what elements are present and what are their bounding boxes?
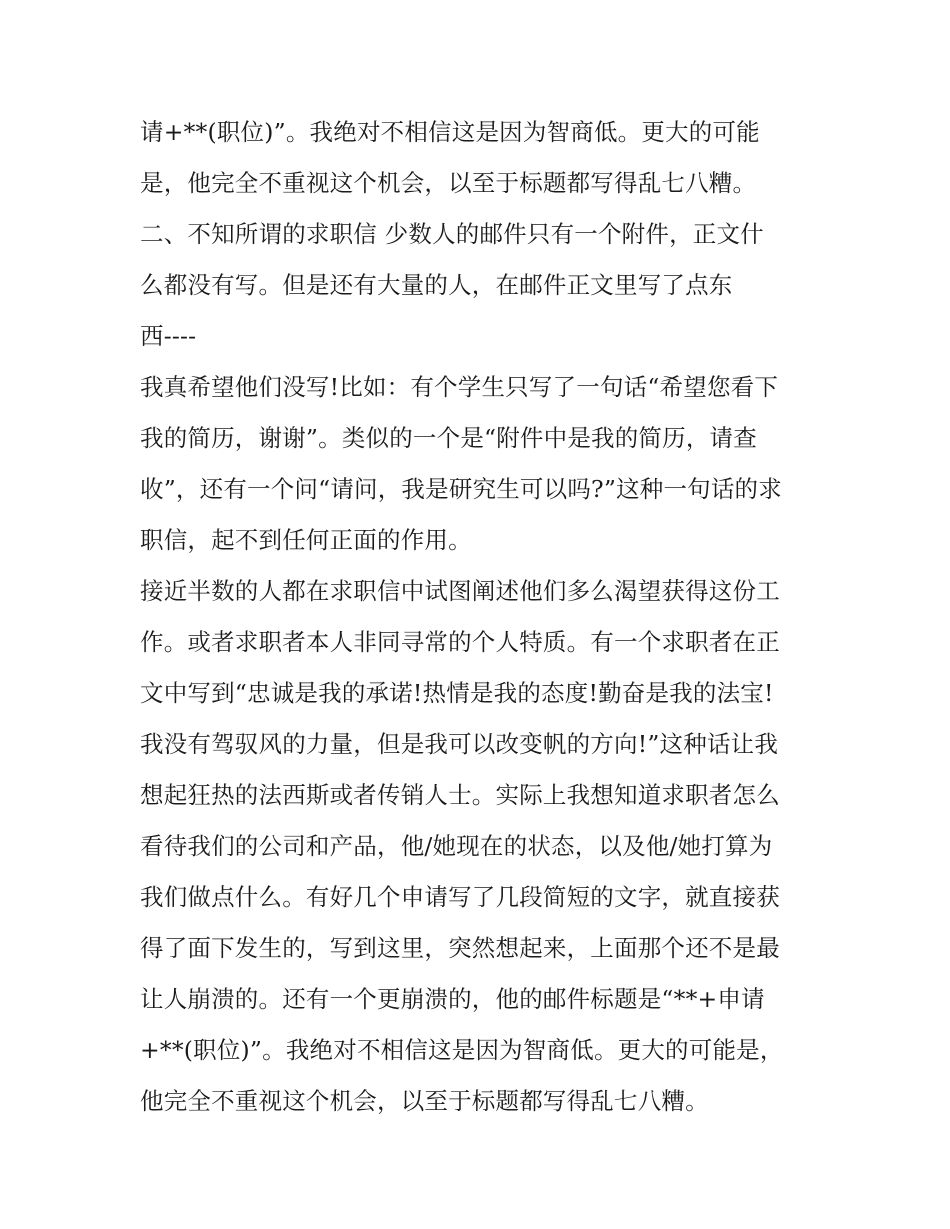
text-line: 他完全不重视这个机会，以至于标题都写得乱七八糟。 <box>140 1087 709 1115</box>
text-line: 看待我们的公司和产品，他/她现在的状态，以及他/她打算为 <box>140 832 773 860</box>
text-line: 我的简历，谢谢”。类似的一个是“附件中是我的简历，请查 <box>140 424 757 452</box>
text-line: 二、不知所谓的求职信 少数人的邮件只有一个附件，正文什 <box>140 220 764 248</box>
text-line: 我们做点什么。有好几个申请写了几段简短的文字，就直接获 <box>140 883 780 911</box>
text-line: 西---- <box>140 322 197 350</box>
text-line: 我没有驾驭风的力量，但是我可以改变帆的方向!”这种话让我 <box>140 730 779 758</box>
text-line: 请+**(职位)”。我绝对不相信这是因为智商低。更大的可能 <box>140 118 760 146</box>
text-line: 得了面下发生的，写到这里，突然想起来，上面那个还不是最 <box>140 934 780 962</box>
document-body <box>140 107 820 1127</box>
text-line: 接近半数的人都在求职信中试图阐述他们多么渴望获得这份工 <box>140 577 780 605</box>
text-line: 想起狂热的法西斯或者传销人士。实际上我想知道求职者怎么 <box>140 781 780 809</box>
text-line: 么都没有写。但是还有大量的人，在邮件正文里写了点东 <box>140 271 733 299</box>
text-line: +**(职位)”。我绝对不相信这是因为智商低。更大的可能是， <box>140 1036 784 1064</box>
text-line: 文中写到“忠诚是我的承诺!热情是我的态度!勤奋是我的法宝! <box>140 679 774 707</box>
text-line: 是，他完全不重视这个机会，以至于标题都写得乱七八糟。 <box>140 169 757 197</box>
text-line: 职信，起不到任何正面的作用。 <box>140 526 472 554</box>
text-line: 我真希望他们没写!比如：有个学生只写了一句话“希望您看下 <box>140 373 779 401</box>
text-line: 让人崩溃的。还有一个更崩溃的，他的邮件标题是“**+申请 <box>140 985 765 1013</box>
text-line: 收”，还有一个问“请问，我是研究生可以吗?”这种一句话的求 <box>140 475 782 503</box>
text-line: 作。或者求职者本人非同寻常的个人特质。有一个求职者在正 <box>140 628 780 656</box>
